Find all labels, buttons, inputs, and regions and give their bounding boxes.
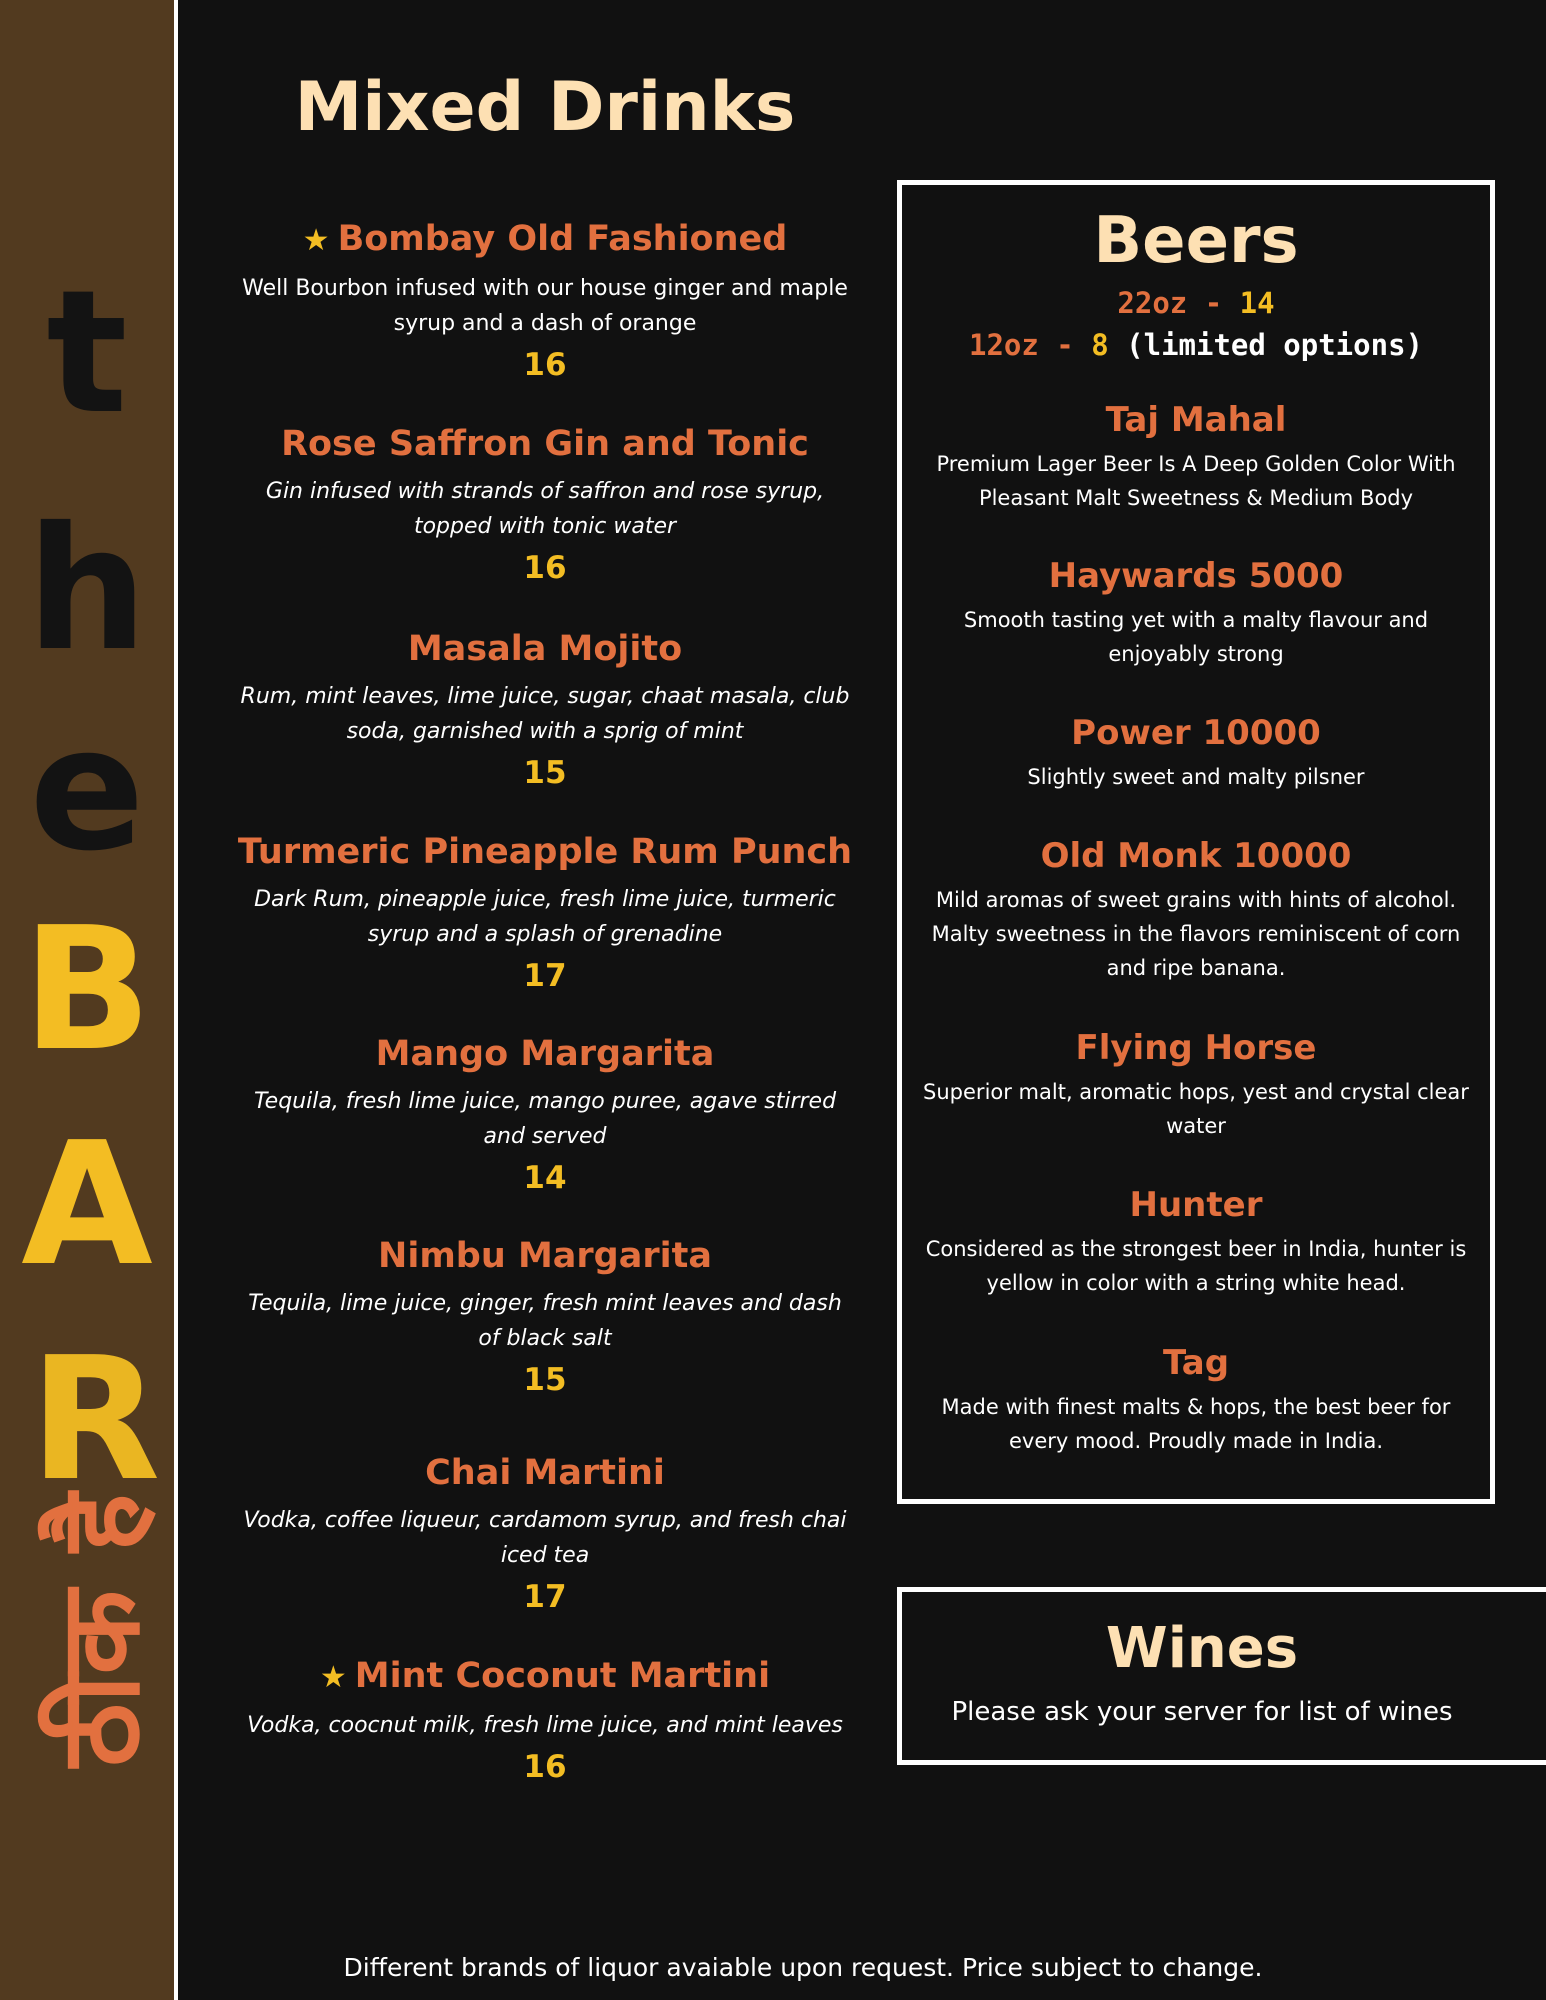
drink-price: 15 (523, 1362, 567, 1398)
drink-name (230, 215, 860, 265)
drink-name: Masala Mojito (407, 629, 683, 669)
sidebar-letter-t: t (46, 254, 128, 452)
beer-name: Taj Mahal (1105, 400, 1287, 440)
drink-item (230, 625, 860, 793)
star-icon: ★ (319, 1660, 347, 1695)
drink-name (230, 1652, 860, 1702)
drink-description: Well Bourbon infused with our house ginger and maple syrup and a dash of orange (242, 276, 848, 336)
size-price: 8 (1091, 328, 1109, 362)
size-note: (limited options) (1126, 328, 1423, 362)
beer-description: Mild aromas of sweet grains with hints of alcohol. Malty sweetness in the flavors reminiscent of corn and ripe banana. (931, 888, 1461, 980)
drink-description: Tequila, lime juice, ginger, fresh mint leaves and dash of black salt (248, 1291, 842, 1351)
footer-note: Different brands of liquor avaiable upon request. Price subject to change. (343, 1953, 1263, 1982)
sidebar-banner (0, 0, 178, 2000)
beers-box (897, 180, 1495, 1504)
size-label: 12oz (969, 328, 1039, 362)
drink-item (230, 828, 860, 996)
wines-description: Please ask your server for list of wines (951, 1697, 1453, 1727)
drink-description: Tequila, fresh lime juice, mango puree, agave stirred and served (253, 1089, 837, 1149)
beer-item (902, 1182, 1490, 1300)
drink-price: 15 (523, 755, 567, 791)
sidebar-letter-h: h (26, 491, 148, 689)
beer-description: Superior malt, aromatic hops, yest and crystal clear water (923, 1080, 1469, 1138)
drink-price: 16 (523, 550, 567, 586)
beer-item (902, 397, 1490, 515)
size-separator: - (1187, 286, 1240, 320)
beer-description: Smooth tasting yet with a malty flavour and enjoyably strong (963, 608, 1429, 666)
drink-item (230, 1449, 860, 1617)
beer-name: Hunter (1129, 1185, 1263, 1225)
sidebar-letter-b: B (22, 891, 152, 1089)
sidebar-hindi-script: ठीक है (36, 1493, 164, 1767)
drink-name: Turmeric Pineapple Rum Punch (237, 832, 853, 872)
drink-price: 14 (523, 1160, 567, 1196)
beer-name: Tag (1162, 1343, 1230, 1383)
sidebar-letter-e: e (29, 691, 145, 889)
drink-description: Vodka, coocnut milk, fresh lime juice, and mint leaves (247, 1713, 843, 1738)
drink-description: Dark Rum, pineapple juice, fresh lime juice, turmeric syrup and a splash of grenadine (254, 887, 836, 947)
drink-name-text: Bombay Old Fashioned (337, 219, 788, 259)
beer-name: Power 10000 (1071, 713, 1321, 753)
drink-price: 17 (523, 1579, 567, 1615)
drink-price: 17 (523, 958, 567, 994)
beer-name: Flying Horse (1075, 1028, 1317, 1068)
drink-description: Vodka, coffee liqueur, cardamom syrup, and fresh chai iced tea (243, 1508, 847, 1568)
beer-size-large (902, 283, 1490, 323)
wines-box (897, 1587, 1546, 1765)
drink-name: Nimbu Margarita (378, 1236, 712, 1276)
beer-description: Slightly sweet and malty pilsner (1027, 765, 1365, 789)
mixed-drinks-title: Mixed Drinks (294, 68, 796, 147)
size-price: 14 (1239, 286, 1275, 320)
wines-title: Wines (1105, 1616, 1299, 1681)
drink-item (230, 420, 860, 588)
beer-name: Old Monk 10000 (1040, 836, 1352, 876)
beers-title: Beers (1093, 204, 1299, 278)
star-icon: ★ (302, 223, 330, 258)
drink-item (230, 1652, 860, 1787)
drink-name: Chai Martini (425, 1453, 665, 1493)
drink-name: Mango Margarita (375, 1034, 715, 1074)
beer-description: Premium Lager Beer Is A Deep Golden Color With Pleasant Malt Sweetness & Medium Body (936, 452, 1456, 510)
beer-item (902, 710, 1490, 794)
drink-item (230, 215, 860, 385)
drink-price: 16 (523, 1749, 567, 1785)
beer-size-small (902, 325, 1490, 365)
drink-name-text: Mint Coconut Martini (354, 1656, 771, 1696)
beer-description: Made with finest malts & hops, the best beer for every mood. Proudly made in India. (941, 1395, 1451, 1453)
drink-item (230, 1030, 860, 1198)
size-label: 22oz (1117, 286, 1188, 320)
beer-item (902, 833, 1490, 985)
drink-description: Rum, mint leaves, lime juice, sugar, chaat masala, club soda, garnished with a sprig of mint (240, 684, 850, 744)
beer-item (902, 1025, 1490, 1143)
beer-name: Haywards 5000 (1048, 556, 1344, 596)
sidebar-letter-r: R (29, 1321, 161, 1519)
sidebar-letter-a: A (21, 1106, 153, 1304)
beer-item (902, 553, 1490, 671)
beer-item (902, 1340, 1490, 1458)
beer-description: Considered as the strongest beer in India, hunter is yellow in color with a string white head. (925, 1237, 1467, 1295)
drink-item (230, 1232, 860, 1400)
drink-description: Gin infused with strands of saffron and rose syrup, topped with tonic water (265, 479, 825, 539)
drink-name: Rose Saffron Gin and Tonic (281, 424, 809, 464)
drink-price: 16 (523, 347, 567, 383)
size-separator: - (1038, 328, 1092, 362)
